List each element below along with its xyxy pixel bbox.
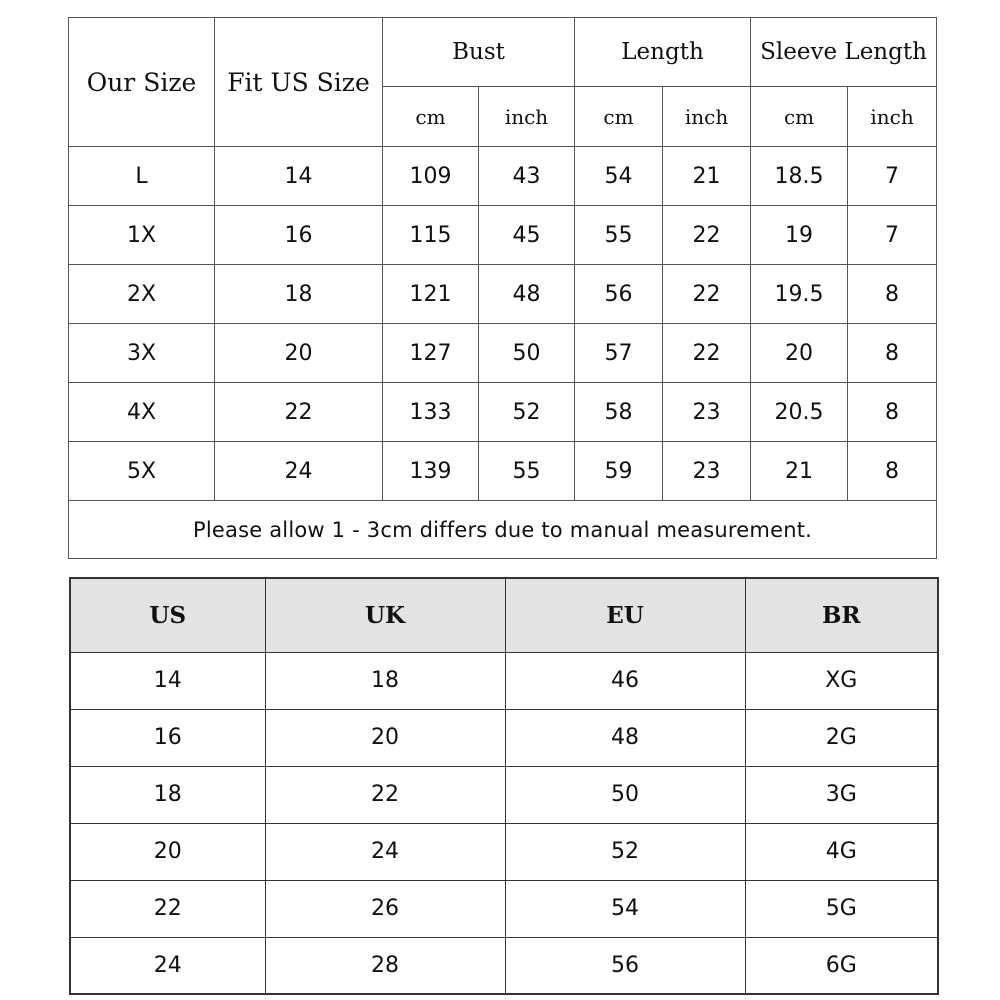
bust-cm-cell: 121 bbox=[383, 265, 479, 324]
measurement-note: Please allow 1 - 3cm differs due to manual measurement. bbox=[69, 501, 937, 559]
us-cell: 22 bbox=[70, 880, 265, 937]
fit-us-size-cell: 16 bbox=[215, 206, 383, 265]
us-cell: 24 bbox=[70, 937, 265, 994]
eu-cell: 46 bbox=[505, 652, 745, 709]
fit-us-size-header: Fit US Size bbox=[215, 18, 383, 147]
size-chart-header-row bbox=[69, 18, 937, 87]
bust-inch-cell: 52 bbox=[479, 383, 575, 442]
sleeve-inch-cell: 8 bbox=[848, 265, 937, 324]
us-header: US bbox=[70, 578, 265, 652]
uk-header: UK bbox=[265, 578, 505, 652]
sleeve-inch-cell: 8 bbox=[848, 324, 937, 383]
length-header: Length bbox=[575, 18, 751, 87]
bust-cm-header: cm bbox=[383, 87, 479, 147]
length-inch-cell: 23 bbox=[663, 442, 751, 501]
bust-inch-header: inch bbox=[479, 87, 575, 147]
uk-cell: 20 bbox=[265, 709, 505, 766]
length-cm-cell: 55 bbox=[575, 206, 663, 265]
uk-cell: 26 bbox=[265, 880, 505, 937]
uk-cell: 24 bbox=[265, 823, 505, 880]
table-row bbox=[69, 265, 937, 324]
bust-cm-cell: 127 bbox=[383, 324, 479, 383]
table-row bbox=[70, 823, 938, 880]
eu-cell: 48 bbox=[505, 709, 745, 766]
fit-us-size-cell: 24 bbox=[215, 442, 383, 501]
sleeve-cm-cell: 20 bbox=[751, 324, 848, 383]
eu-cell: 52 bbox=[505, 823, 745, 880]
sleeve-cm-cell: 21 bbox=[751, 442, 848, 501]
bust-inch-cell: 45 bbox=[479, 206, 575, 265]
sleeve-cm-header: cm bbox=[751, 87, 848, 147]
sleeve-inch-header: inch bbox=[848, 87, 937, 147]
uk-cell: 22 bbox=[265, 766, 505, 823]
length-inch-cell: 23 bbox=[663, 383, 751, 442]
table-row bbox=[69, 324, 937, 383]
us-cell: 14 bbox=[70, 652, 265, 709]
our-size-cell: 4X bbox=[69, 383, 215, 442]
length-cm-header: cm bbox=[575, 87, 663, 147]
bust-cm-cell: 133 bbox=[383, 383, 479, 442]
note-row bbox=[69, 501, 937, 559]
bust-cm-cell: 139 bbox=[383, 442, 479, 501]
conversion-header-row bbox=[70, 578, 938, 652]
uk-cell: 18 bbox=[265, 652, 505, 709]
us-cell: 16 bbox=[70, 709, 265, 766]
bust-inch-cell: 55 bbox=[479, 442, 575, 501]
br-cell: 4G bbox=[745, 823, 938, 880]
br-cell: 5G bbox=[745, 880, 938, 937]
sleeve-length-header: Sleeve Length bbox=[751, 18, 937, 87]
bust-inch-cell: 48 bbox=[479, 265, 575, 324]
br-header: BR bbox=[745, 578, 938, 652]
fit-us-size-cell: 22 bbox=[215, 383, 383, 442]
bust-cm-cell: 115 bbox=[383, 206, 479, 265]
length-cm-cell: 59 bbox=[575, 442, 663, 501]
uk-cell: 28 bbox=[265, 937, 505, 994]
eu-cell: 56 bbox=[505, 937, 745, 994]
table-row bbox=[70, 766, 938, 823]
length-inch-cell: 22 bbox=[663, 265, 751, 324]
our-size-cell: 5X bbox=[69, 442, 215, 501]
our-size-cell: L bbox=[69, 147, 215, 206]
us-cell: 18 bbox=[70, 766, 265, 823]
length-inch-cell: 22 bbox=[663, 206, 751, 265]
fit-us-size-cell: 20 bbox=[215, 324, 383, 383]
bust-inch-cell: 50 bbox=[479, 324, 575, 383]
table-row bbox=[70, 709, 938, 766]
table-row bbox=[69, 206, 937, 265]
table-row bbox=[70, 652, 938, 709]
br-cell: 6G bbox=[745, 937, 938, 994]
table-row bbox=[70, 880, 938, 937]
length-cm-cell: 56 bbox=[575, 265, 663, 324]
us-cell: 20 bbox=[70, 823, 265, 880]
eu-cell: 54 bbox=[505, 880, 745, 937]
sleeve-cm-cell: 18.5 bbox=[751, 147, 848, 206]
sleeve-cm-cell: 19 bbox=[751, 206, 848, 265]
our-size-header: Our Size bbox=[69, 18, 215, 147]
br-cell: XG bbox=[745, 652, 938, 709]
sleeve-inch-cell: 7 bbox=[848, 206, 937, 265]
our-size-cell: 1X bbox=[69, 206, 215, 265]
sleeve-cm-cell: 20.5 bbox=[751, 383, 848, 442]
eu-cell: 50 bbox=[505, 766, 745, 823]
bust-inch-cell: 43 bbox=[479, 147, 575, 206]
length-inch-header: inch bbox=[663, 87, 751, 147]
length-cm-cell: 54 bbox=[575, 147, 663, 206]
fit-us-size-cell: 14 bbox=[215, 147, 383, 206]
size-conversion-table bbox=[69, 577, 939, 995]
table-row bbox=[69, 147, 937, 206]
sleeve-inch-cell: 8 bbox=[848, 383, 937, 442]
br-cell: 3G bbox=[745, 766, 938, 823]
table-row bbox=[70, 937, 938, 994]
bust-header: Bust bbox=[383, 18, 575, 87]
our-size-cell: 3X bbox=[69, 324, 215, 383]
length-cm-cell: 58 bbox=[575, 383, 663, 442]
length-cm-cell: 57 bbox=[575, 324, 663, 383]
br-cell: 2G bbox=[745, 709, 938, 766]
our-size-cell: 2X bbox=[69, 265, 215, 324]
sleeve-cm-cell: 19.5 bbox=[751, 265, 848, 324]
fit-us-size-cell: 18 bbox=[215, 265, 383, 324]
size-chart-table bbox=[68, 17, 937, 559]
bust-cm-cell: 109 bbox=[383, 147, 479, 206]
sleeve-inch-cell: 7 bbox=[848, 147, 937, 206]
eu-header: EU bbox=[505, 578, 745, 652]
length-inch-cell: 21 bbox=[663, 147, 751, 206]
sleeve-inch-cell: 8 bbox=[848, 442, 937, 501]
length-inch-cell: 22 bbox=[663, 324, 751, 383]
table-row bbox=[69, 442, 937, 501]
table-row bbox=[69, 383, 937, 442]
